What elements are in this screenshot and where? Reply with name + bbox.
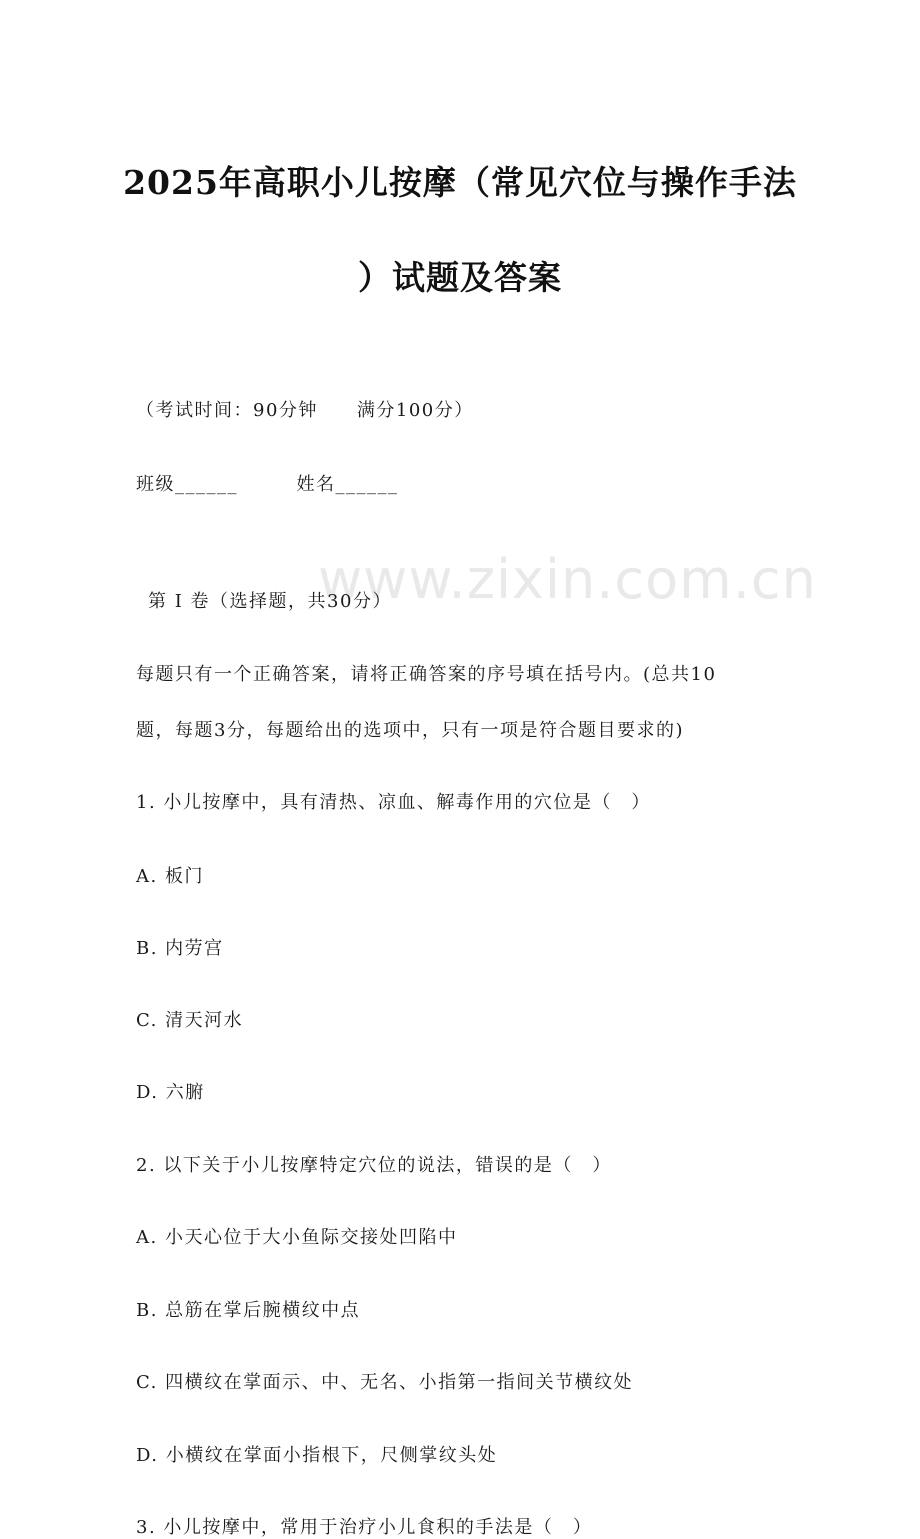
document-title-line-1: 2025年高职小儿按摩（常见穴位与操作手法 bbox=[123, 163, 797, 202]
question-option: D. 小横纹在掌面小指根下，尺侧掌纹头处 bbox=[136, 1445, 498, 1466]
question-stem: 1. 小儿按摩中，具有清热、凉血、解毒作用的穴位是（ ） bbox=[136, 792, 651, 813]
exam-time-score: （考试时间：90分钟 满分100分） bbox=[136, 400, 474, 421]
question-option: B. 内劳宫 bbox=[136, 938, 224, 959]
instruction-line-2: 题，每题3分，每题给出的选项中，只有一项是符合题目要求的) bbox=[136, 720, 684, 741]
question-option: C. 清天河水 bbox=[136, 1010, 244, 1031]
question-stem: 3. 小儿按摩中，常用于治疗小儿食积的手法是（ ） bbox=[136, 1517, 593, 1538]
question-option: A. 小天心位于大小鱼际交接处凹陷中 bbox=[136, 1227, 458, 1248]
section-heading: 第 I 卷（选择题，共30分） bbox=[148, 591, 392, 612]
question-option: B. 总筋在掌后腕横纹中点 bbox=[136, 1300, 361, 1321]
question-option: A. 板门 bbox=[136, 866, 204, 887]
document-title-line-2: ）试题及答案 bbox=[358, 258, 562, 297]
question-option: D. 六腑 bbox=[136, 1082, 205, 1103]
instruction-line-1: 每题只有一个正确答案，请将正确答案的序号填在括号内。(总共10 bbox=[136, 664, 717, 685]
question-stem: 2. 以下关于小儿按摩特定穴位的说法，错误的是（ ） bbox=[136, 1155, 612, 1176]
class-name-fields: 班级______ 姓名______ bbox=[136, 474, 399, 495]
question-option: C. 四横纹在掌面示、中、无名、小指第一指间关节横纹处 bbox=[136, 1372, 634, 1393]
watermark: www.zixin.com.cn bbox=[318, 548, 817, 611]
